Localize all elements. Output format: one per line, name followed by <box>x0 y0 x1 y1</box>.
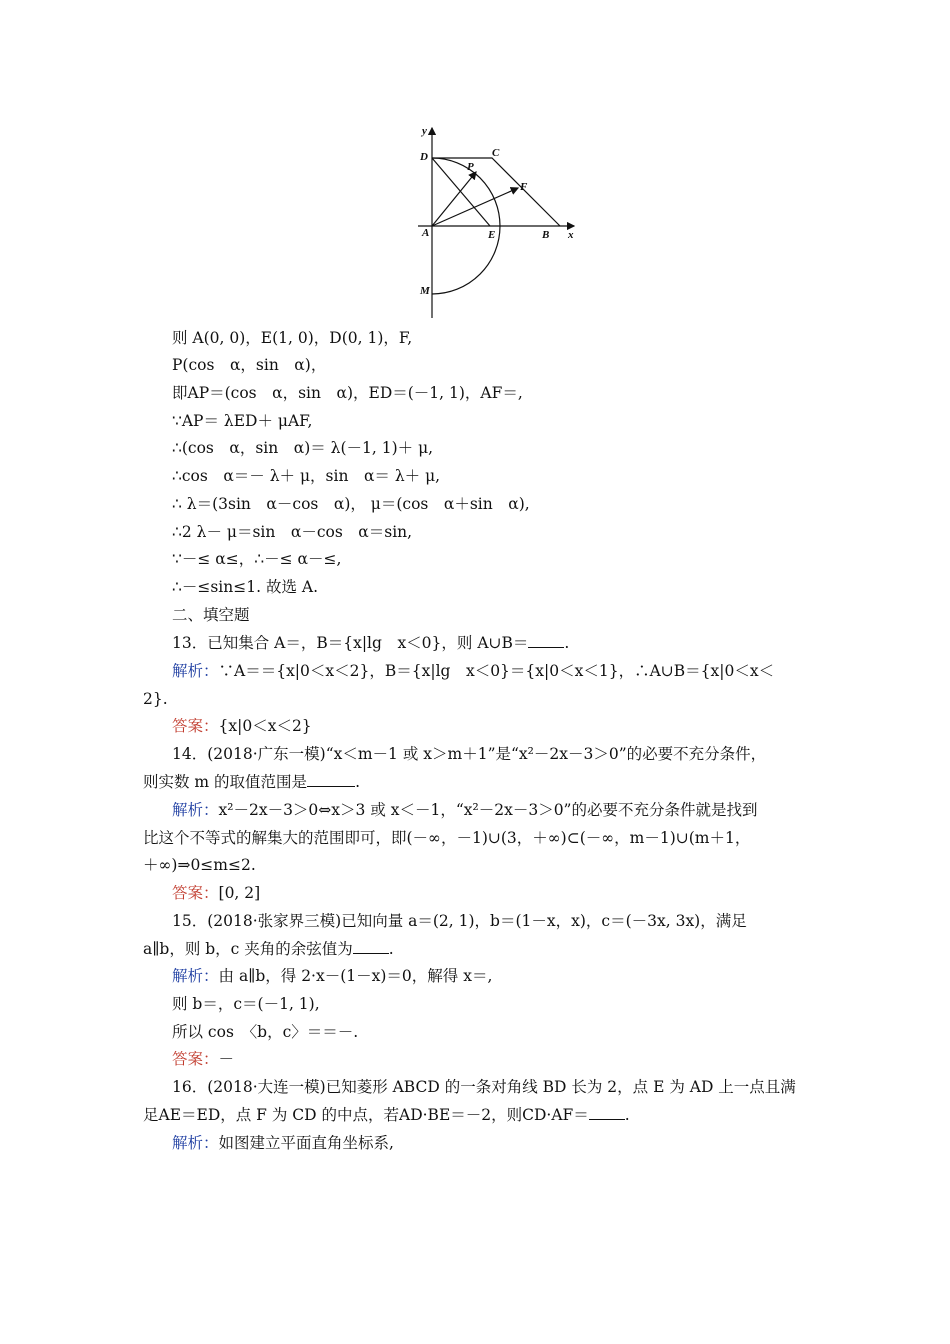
label-b: B <box>542 229 550 241</box>
q14-analysis <box>172 800 757 820</box>
solution-line: ∵AP＝ λED＋ μAF, <box>172 412 313 430</box>
coordinate-figure <box>408 122 588 322</box>
jiexi-label: 解析： <box>172 1134 219 1152</box>
q16-question-cont <box>143 1105 630 1125</box>
q15-analysis-text: 由 a∥b，得 2·x－(1－x)＝0，解得 x＝, <box>218 967 493 985</box>
q16-question-end: . <box>624 1106 630 1124</box>
solution-line: ∴－≤sin≤1. 故选 A. <box>172 578 318 596</box>
q14-analysis-cont: 比这个不等式的解集大的范围即可，即(－∞，－1)∪(3，＋∞)⊂(－∞，m－1)∪(m＋1， <box>143 829 751 847</box>
q14-analysis-cont: ＋∞)⇒0≤m≤2. <box>143 856 256 874</box>
q13-analysis <box>172 661 774 681</box>
q15-analysis-line: 则 b＝，c＝(－1, 1), <box>172 995 320 1013</box>
label-m: M <box>420 285 430 297</box>
q13-analysis-cont: 2}. <box>143 690 168 708</box>
vector-ap <box>432 172 476 226</box>
q16-question: 16．(2018·大连一模)已知菱形 ABCD 的一条对角线 BD 长为 2，点 E 为 AD 上一点且满 <box>172 1078 796 1096</box>
solution-line: ∴cos α＝－ λ＋ μ，sin α＝ λ＋ μ, <box>172 467 441 485</box>
solution-line: 即AP＝(cos α，sin α)，ED＝(－1, 1)，AF＝, <box>172 384 523 402</box>
label-x: x <box>568 229 574 241</box>
solution-line: ∴(cos α，sin α)＝ λ(－1, 1)＋ μ, <box>172 439 434 457</box>
trapezoid-edges <box>432 158 560 226</box>
answer-blank <box>589 1105 625 1120</box>
label-y: y <box>422 125 427 137</box>
q13-answer <box>172 716 312 736</box>
jiexi-label: 解析： <box>172 662 219 680</box>
q14-question-cont <box>143 772 360 792</box>
q16-question-text: 足AE＝ED，点 F 为 CD 的中点，若AD·BE＝－2，则CD·AF＝ <box>143 1106 589 1124</box>
geometry-diagram <box>408 122 588 322</box>
q15-question-end: . <box>388 940 394 958</box>
q14-answer-text: [0, 2] <box>218 884 261 902</box>
answer-blank <box>528 633 564 648</box>
label-f: F <box>520 181 528 193</box>
q14-answer <box>172 883 260 903</box>
section-heading: 二、填空题 <box>172 606 250 624</box>
solution-line: ∴2 λ－ μ＝sin α－cos α＝sin, <box>172 523 413 541</box>
answer-blank <box>307 772 355 787</box>
solution-line: 则 A(0, 0)，E(1, 0)，D(0, 1)，F, <box>172 329 413 347</box>
q15-question-cont <box>143 939 394 959</box>
label-e: E <box>488 229 496 241</box>
q13-answer-text: {x|0＜x＜2} <box>218 717 312 735</box>
q16-analysis <box>172 1133 394 1153</box>
q14-question-text: 则实数 m 的取值范围是 <box>143 773 308 791</box>
vector-af <box>432 188 518 226</box>
jiexi-label: 解析： <box>172 967 219 985</box>
q13-analysis-text: ∵A＝＝{x|0＜x＜2}，B＝{x|lg x＜0}＝{x|0＜x＜1}，∴A∪B＝{x|0＜x＜ <box>218 662 775 680</box>
q14-question-end: . <box>355 773 360 791</box>
label-d: D <box>420 151 428 163</box>
label-p: P <box>467 161 474 173</box>
q16-analysis-text: 如图建立平面直角坐标系, <box>218 1134 394 1152</box>
q13-question-text: 13．已知集合 A＝，B＝{x|lg x＜0}，则 A∪B＝ <box>172 634 529 652</box>
q15-question-text: a∥b，则 b，c 夹角的余弦值为 <box>143 940 353 958</box>
q15-question: 15．(2018·张家界三模)已知向量 a＝(2, 1)，b＝(1－x，x)，c＝(－3x, 3x)，满足 <box>172 912 747 930</box>
q15-answer-text: － <box>218 1050 235 1068</box>
daan-label: 答案： <box>172 1050 219 1068</box>
q15-analysis <box>172 966 492 986</box>
q13-question-end: . <box>564 634 570 652</box>
q13-question <box>172 633 569 653</box>
q15-analysis-line: 所以 cos 〈b，c〉＝＝－. <box>172 1023 359 1041</box>
label-a: A <box>422 227 430 239</box>
q14-analysis-text: x²－2x－3＞0⇔x＞3 或 x＜－1，“x²－2x－3＞0”的必要不充分条件就是找到 <box>218 801 758 819</box>
answer-blank <box>353 939 389 954</box>
daan-label: 答案： <box>172 884 219 902</box>
solution-line: ∵－≤ α≤，∴－≤ α－≤, <box>172 550 342 568</box>
label-c: C <box>492 147 500 159</box>
q14-question: 14．(2018·广东一模)“x＜m－1 或 x＞m＋1”是“x²－2x－3＞0”的必要不充分条件， <box>172 745 767 763</box>
q15-answer <box>172 1049 234 1069</box>
solution-line: ∴ λ＝(3sin α－cos α)， μ＝(cos α＋sin α), <box>172 495 530 513</box>
solution-line: P(cos α，sin α)， <box>172 356 327 374</box>
daan-label: 答案： <box>172 717 219 735</box>
jiexi-label: 解析： <box>172 801 219 819</box>
